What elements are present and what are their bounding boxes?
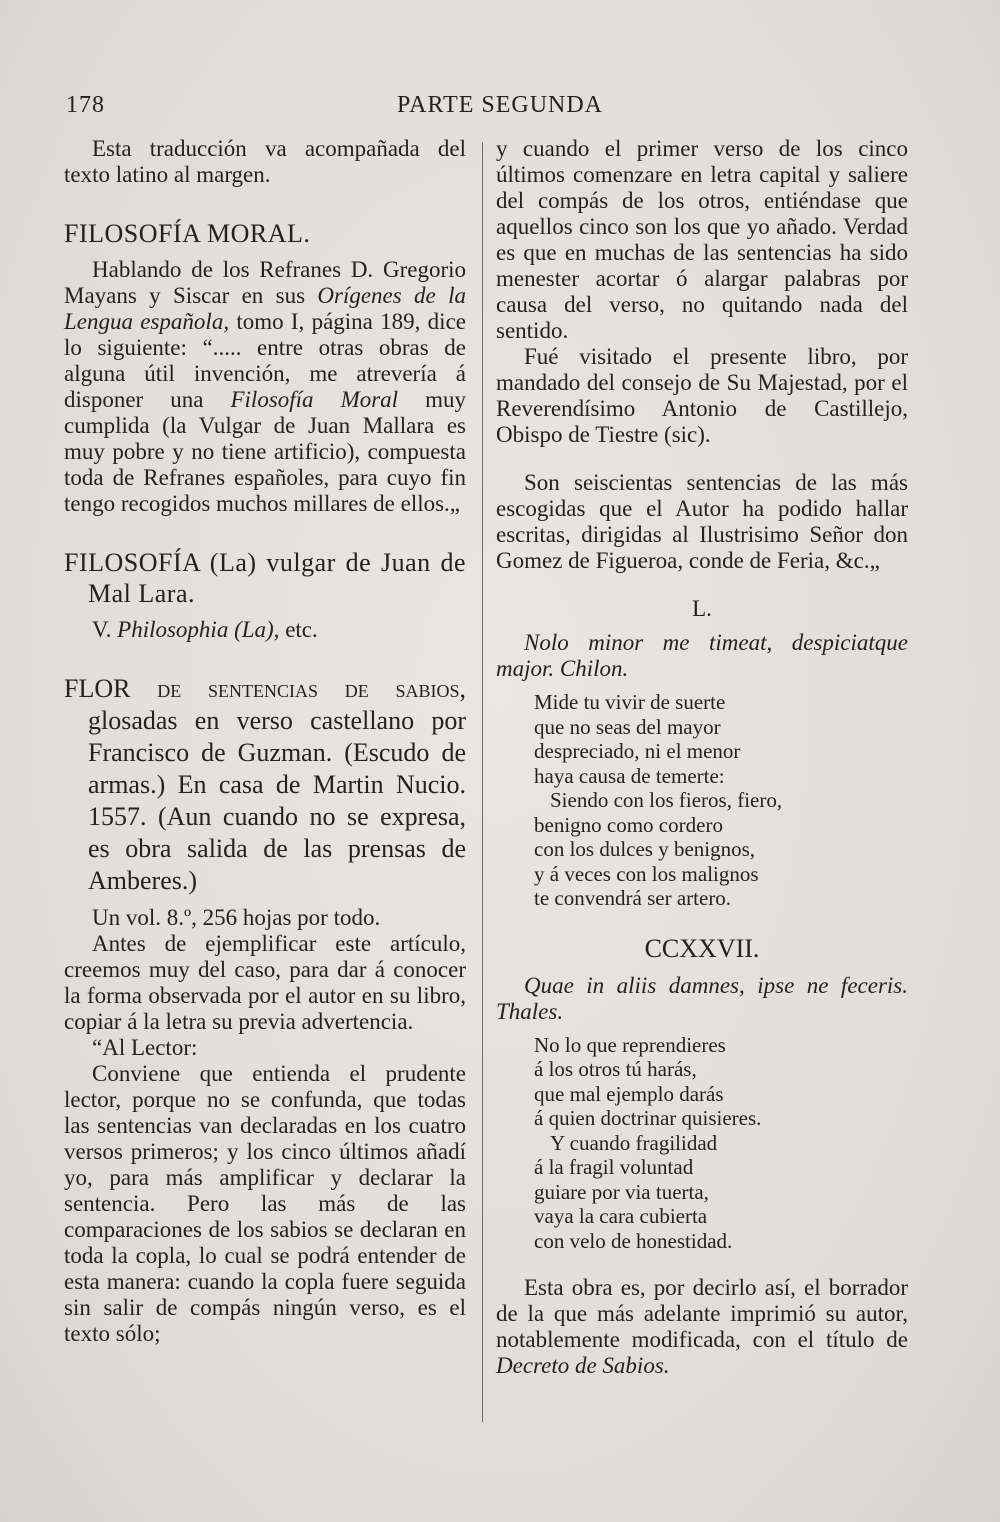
left-column — [64, 136, 466, 1347]
entry-heading: FILOSOFÍA (La) vulgar de Juan de Mal Lara. — [64, 548, 466, 608]
verse-line: con los dulces y benignos, — [534, 837, 756, 861]
paragraph: Fué visitado el presente libro, por mandado del consejo de Su Majestad, por el Reverendísimo Antonio de Castillejo, Obispo de Tiestre (sic). — [496, 344, 908, 447]
verse-line: que no seas del mayor — [534, 714, 721, 739]
verse-line: vaya la cara cubierta — [534, 1204, 708, 1228]
verse-line: Mide tu vivir de suerte — [534, 690, 726, 714]
verse-line: y á veces con los malignos — [534, 861, 759, 886]
page-number: 178 — [66, 92, 105, 118]
paragraph: Esta traducción va acompañada del texto latino al margen. — [64, 136, 466, 187]
sentence-number: L. — [692, 596, 712, 621]
cross-reference: V. Philosophia (La), etc. — [92, 617, 318, 642]
verse-line: con velo de honestidad. — [534, 1228, 733, 1253]
verse-stanza — [534, 690, 908, 911]
column-divider — [482, 142, 483, 1422]
right-column — [496, 136, 908, 1379]
paragraph: Son seiscientas sentencias de las más escogidas que el Autor ha podido hallar escritas, dirigidas al Ilustrisimo Señor don Gomez de Figueroa, conde de Feria, &c.„ — [496, 470, 908, 573]
verse-line: guiare por via tuerta, — [534, 1179, 709, 1204]
verse-line: Siendo con los fieros, fiero, — [550, 788, 783, 812]
verse-line: Y cuando fragilidad — [550, 1130, 718, 1155]
entry-heading: FILOSOFÍA MORAL. — [64, 219, 311, 248]
paragraph: “Al Lector: — [92, 1035, 198, 1060]
sentence-number: CCXXVII. — [644, 933, 760, 963]
latin-maxim: Quae in aliis damnes, ipse ne feceris. Thales. — [496, 972, 908, 1024]
verse-line: No lo que reprendieres — [534, 1032, 726, 1057]
verse-line: á los otros tú harás, — [534, 1057, 697, 1081]
collation: Un vol. 8.º, 256 hojas por todo. — [92, 905, 381, 930]
paragraph: Esta obra es, por decirlo así, el borrador de la que más adelante imprimió su autor, notablemente modificada, con el título de Decreto de Sabios. — [496, 1275, 908, 1378]
verse-line: que mal ejemplo darás — [534, 1081, 724, 1106]
latin-maxim: Nolo minor me timeat, despiciatque major. Chilon. — [496, 630, 908, 681]
verse-stanza — [534, 1033, 908, 1254]
verse-line: benigno como cordero — [534, 812, 723, 837]
paragraph: y cuando el primer verso de los cinco últimos comenzare en letra capital y saliere del compás de los otros, entiéndase que aquellos cinco son los que yo añado. Verdad es que en muchas de las sentencias ha sido menester acortar ó alargar palabras por causa del verso, no quitando nada del sentido. — [496, 136, 908, 343]
paragraph: Conviene que entienda el prudente lector, porque no se confunda, que todas las sentencias van declaradas en los cuatro versos primeros; y los cinco últimos añadí yo, para más amplificar y declarar la sentencia. Pero las más de las comparaciones de los sabios se declaran en toda la copla, lo cual se podrá entender de esta manera: cuando la copla fuere seguida sin salir de compás ningún verso, es el texto sólo; — [64, 1061, 466, 1346]
page-header — [66, 92, 934, 124]
paragraph: Antes de ejemplificar este artículo, creemos muy del caso, para dar á conocer la forma observada por el autor en su libro, copiar á la letra su previa advertencia. — [64, 931, 466, 1034]
verse-line: haya causa de temerte: — [534, 763, 725, 788]
entry-heading: FLOR de sentencias de sabios, glosadas en verso castellano por Francisco de Guzman. (Escudo de armas.) En casa de Martin Nucio. 1557. (Aun cuando no se expresa, es obra salida de las prensas de Amberes.) — [64, 674, 466, 895]
verse-line: á quien doctrinar quisieres. — [534, 1106, 762, 1130]
verse-line: despreciado, ni el menor — [534, 739, 741, 763]
verse-line: te convendrá ser artero. — [534, 886, 732, 910]
entry-body: Hablando de los Refranes D. Gregorio Mayans y Siscar en sus Orígenes de la Lengua española, tomo I, página 189, dice lo siguiente: “..... entre otras obras de alguna útil invención, me atrevería á disponer una Filosofía Moral muy cumplida (la Vulgar de Juan Mallara es muy pobre y no tiene artificio), compuesta toda de Refranes españoles, para cuyo fin tengo recogidos muchos millares de ellos.„ — [64, 257, 467, 516]
running-head: PARTE SEGUNDA — [396, 92, 604, 118]
verse-line: á la fragil voluntad — [534, 1155, 694, 1179]
